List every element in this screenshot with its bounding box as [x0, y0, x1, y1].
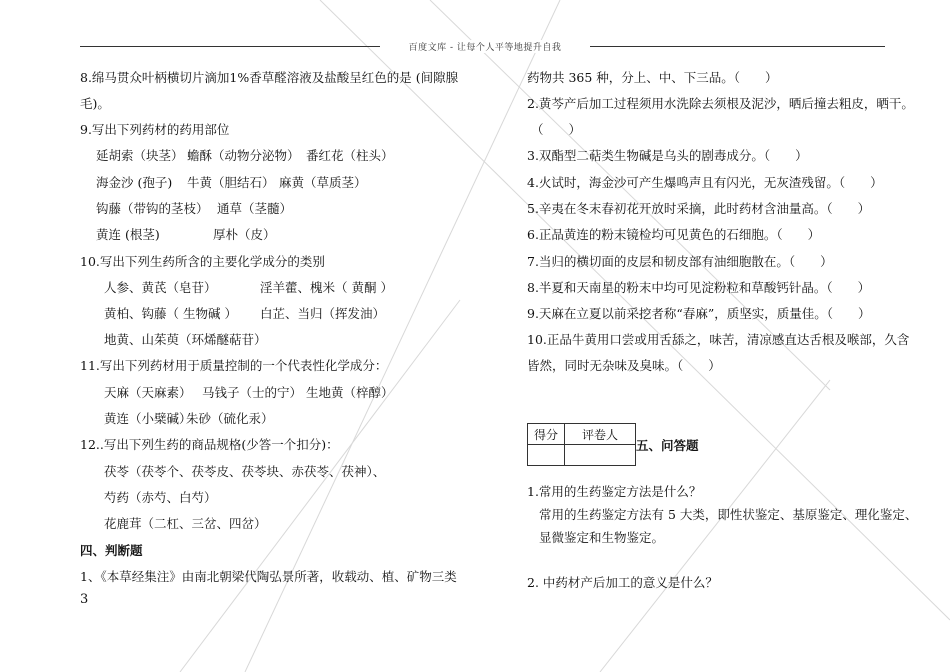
- judgement9: 9.天麻在立夏以前采挖者称“春麻”，质坚实，质量佳。（ ）: [527, 306, 871, 321]
- q9-row3-a: 钩藤（带钩的茎枝）: [96, 201, 209, 216]
- q9-title: 9.写出下列药材的药用部位: [80, 122, 230, 137]
- score-cell[interactable]: [528, 445, 565, 466]
- q11-title: 11.写出下列药材用于质量控制的一个代表性化学成分：: [80, 358, 388, 373]
- q9-row4-b: 厚朴（皮）: [213, 227, 276, 242]
- q11-row1-a: 天麻（天麻素）: [104, 385, 192, 400]
- q9-row3-b: 通草（茎髓）: [217, 201, 293, 216]
- q10-row2-a: 黄柏、钩藤（ 生物碱 ）: [104, 306, 237, 321]
- q9-row4-a: 黄连 (根茎): [96, 227, 160, 242]
- judgement2-line1: 2.黄芩产后加工过程须用水洗除去须根及泥沙，晒后撞去粗皮，晒干。: [527, 96, 914, 111]
- section4-title: 四、判断题: [80, 543, 143, 558]
- q12-row2: 芍药（赤芍、白芍）: [104, 490, 217, 505]
- judgement8: 8.半夏和天南星的粉末中均可见淀粉粒和草酸钙针晶。（ ）: [527, 280, 871, 295]
- header-text: 百度文库 - 让每个人平等地提升自我: [395, 40, 575, 53]
- section5-title: 五、问答题: [636, 438, 699, 453]
- q10-row1-b: 淫羊藿、槐米（ 黄酮 ）: [260, 280, 393, 295]
- q10-row1-a: 人参、黄芪（皂苷）: [104, 280, 217, 295]
- judgement10-line1: 10.正品牛黄用口尝或用舌舔之，味苦，清凉感直达舌根及喉部，久含: [527, 332, 910, 347]
- q8-line1: 8.绵马贯众叶柄横切片滴加1%香草醛溶液及盐酸呈红色的是 (间隙腺: [80, 70, 459, 85]
- score-table: [527, 423, 636, 466]
- reviewer-label: 评卷人: [565, 424, 636, 445]
- q9-row1-a: 延胡索（块茎）: [96, 148, 184, 163]
- header-rule-right: [590, 46, 885, 47]
- q9-row1-c: 番红花（柱头）: [306, 148, 394, 163]
- judgement10-line2: 皆然，同时无杂味及臭味。（ ）: [527, 358, 721, 373]
- score-label: 得分: [528, 424, 565, 445]
- judgement3: 3.双酯型二萜类生物碱是乌头的剧毒成分。（ ）: [527, 148, 808, 163]
- q10-row2-b: 白芷、当归（挥发油）: [260, 306, 386, 321]
- judgement2-line2: （ ）: [531, 122, 582, 137]
- q9-row2-b: 牛黄（胆结石）: [187, 175, 275, 190]
- judgement7: 7.当归的横切面的皮层和韧皮部有油细胞散在。（ ）: [527, 254, 833, 269]
- judgement4: 4.火试时，海金沙可产生爆鸣声且有闪光，无灰渣残留。（ ）: [527, 175, 883, 190]
- qa1-answer-line2: 显微鉴定和生物鉴定。: [539, 530, 665, 545]
- q11-row2-a: 黄连（小檗碱）: [104, 411, 192, 426]
- q9-row2-a: 海金沙 (孢子): [96, 175, 173, 190]
- judgement1-line2: 药物共 365 种，分上、中、下三品。（ ）: [527, 70, 778, 85]
- q11-row2-b: 朱砂（硫化汞）: [186, 411, 274, 426]
- q12-row1: 茯苓（茯苓个、茯苓皮、茯苓块、赤茯苓、茯神）、: [104, 464, 386, 479]
- q11-row1-c: 生地黄（梓醇）: [306, 385, 394, 400]
- reviewer-cell[interactable]: [565, 445, 636, 466]
- q12-title: 12..写出下列生药的商品规格(少答一个扣分)：: [80, 437, 339, 452]
- judgement5: 5.辛夷在冬末春初花开放时采摘，此时药材含油量高。（ ）: [527, 201, 871, 216]
- q10-title: 10.写出下列生药所含的主要化学成分的类别: [80, 254, 325, 269]
- header-rule-left: [80, 46, 380, 47]
- qa1-answer-line1: 常用的生药鉴定方法有 5 大类，即性状鉴定、基原鉴定、理化鉴定、: [539, 507, 918, 522]
- page-number: 3: [80, 592, 89, 607]
- q8-line2: 毛)。: [80, 96, 110, 111]
- judgement1-line1: 1、《本草经集注》由南北朝梁代陶弘景所著，收载动、植、矿物三类: [80, 569, 457, 584]
- judgement6: 6.正品黄连的粉末镜检均可见黄色的石细胞。（ ）: [527, 227, 821, 242]
- qa2-question: 2. 中药材产后加工的意义是什么？: [527, 575, 718, 590]
- q9-row2-c: 麻黄（草质茎）: [279, 175, 367, 190]
- q12-row3: 花鹿茸（二杠、三岔、四岔）: [104, 516, 267, 531]
- q9-row1-b: 蟾酥（动物分泌物）: [187, 148, 300, 163]
- q11-row1-b: 马钱子（士的宁）: [202, 385, 303, 400]
- q10-row3-a: 地黄、山茱萸（环烯醚萜苷）: [104, 332, 267, 347]
- qa1-question: 1.常用的生药鉴定方法是什么？: [527, 484, 702, 499]
